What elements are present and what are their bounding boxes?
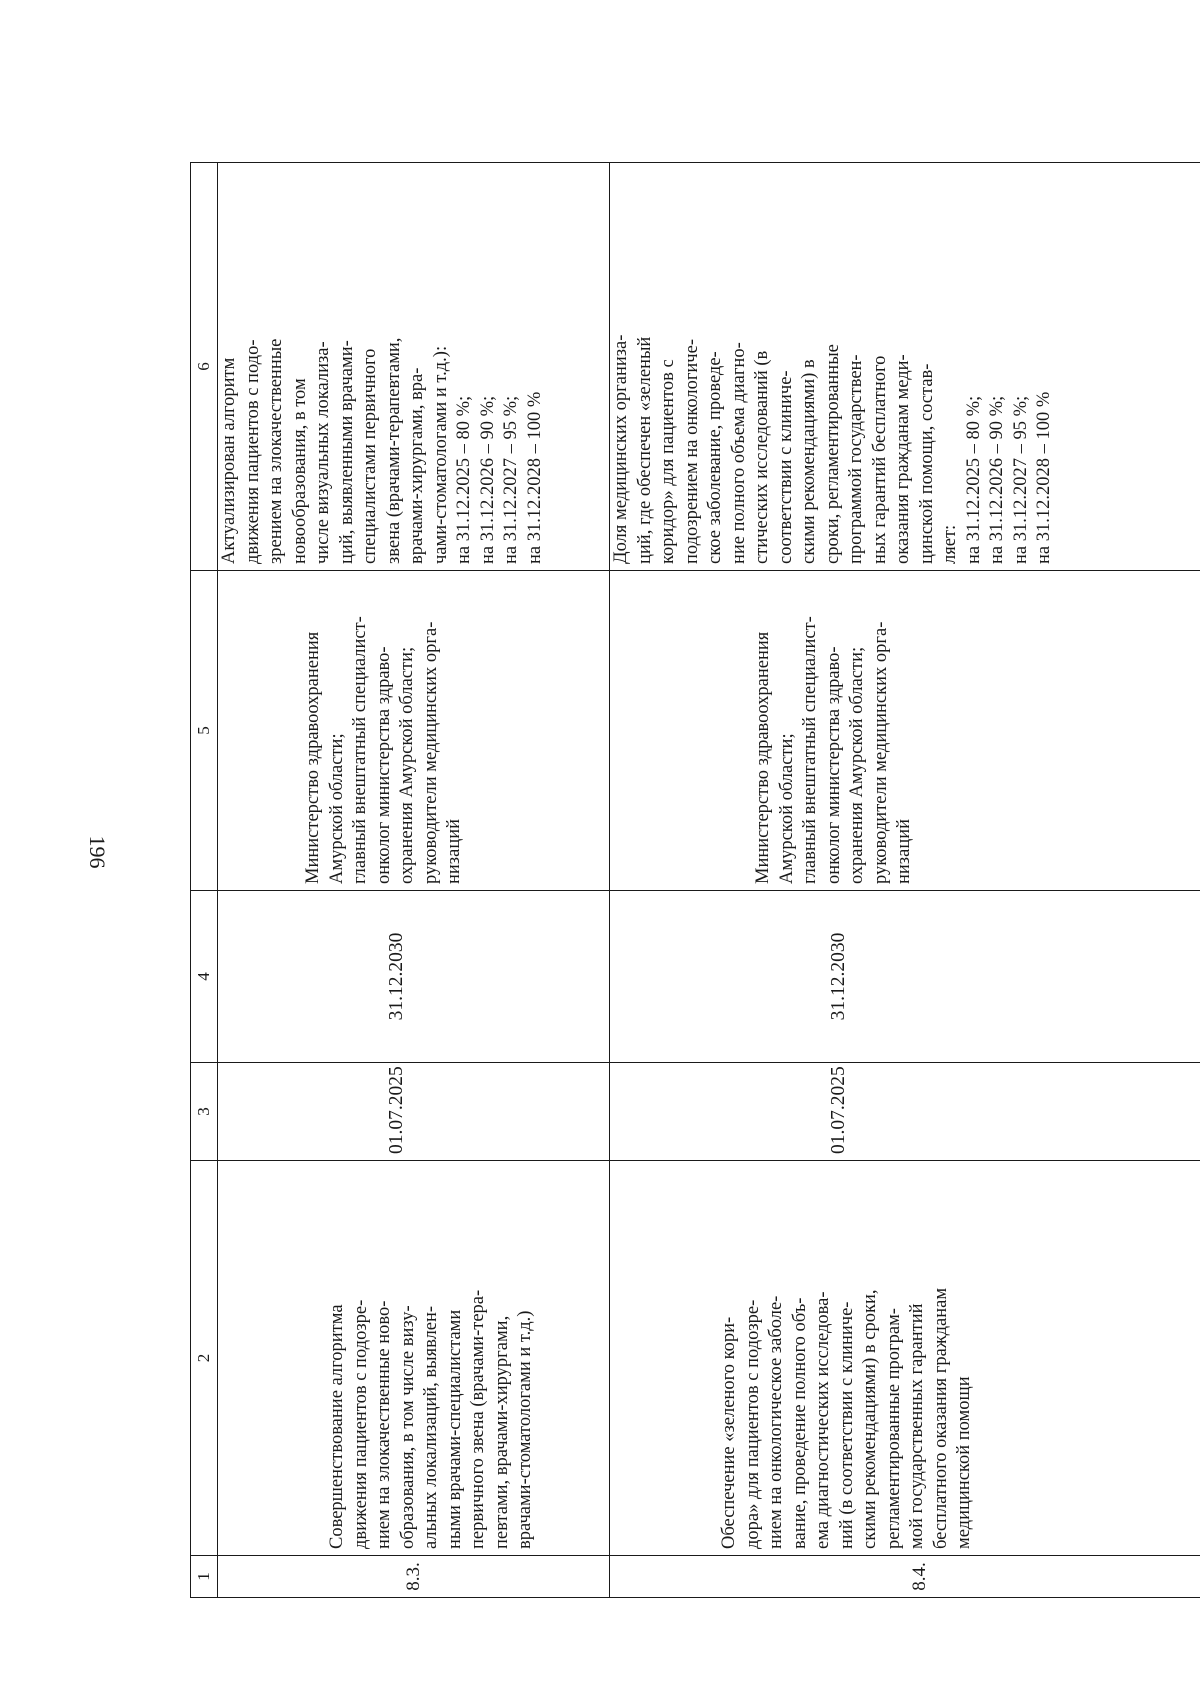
column-header-6: 6 [191,163,218,571]
result-text: Доля медицинских организа- ций, где обеспечен «зеленый коридор» для пациентов с подозрением на онкологиче- ское заболевание, проведе- ние полного объема диагно- стических исследований (в соответствии с клиниче- скими рекомендациями) в сроки, регламентированные программой государствен- ных гарантий бесплатного оказания гражданам меди- цинской помощи, состав- ляет: на 31.12.2025 – 80 %; на 31.12.2026 – 90 %; на 31.12.2027 – 95 %; на 31.12.2028 – 100 % [611,334,1054,564]
table-header-row [191,163,218,1598]
responsible-cell [218,571,610,891]
end-date-cell: 31.12.2030 [610,891,1200,1063]
table-row [218,163,610,1598]
measure-text: Обеспечение «зеленого кори- дора» для пациентов с подозре- нием на онкологическое заболе- вание, проведение полного объ- ема диагностических исследова- ний (в соответствии с клиниче- скими рекомендациями) в сроки, регламентированные програм- мой государственных гарантий бесплатного оказания гражданам медицинской помощи [719,1287,974,1549]
column-header-2: 2 [191,1161,218,1556]
result-cell [610,163,1200,571]
result-cell [218,163,610,571]
responsible-text: Министерство здравоохранения Амурской области; главный внештатный специалист- онколог министерства здраво- охранения Амурской области; руководители медицинских орга- низаций [303,616,464,884]
column-header-4: 4 [191,891,218,1063]
result-text: Актуализирован алгоритм движения пациентов с подо- зрением на злокачественные новообразования, в том числе визуальных локализа- ций, выявленными врачами- специалистами первичного звена (врачами-терапевтами, врачами-хирургами, вра- чами-стоматологами и т.д.): на 31.12.2025 – 80 %; на 31.12.2026 – 90 %; на 31.12.2027 – 95 %; на 31.12.2028 – 100 % [219,337,545,564]
page-number: 196 [85,835,110,869]
responsible-cell [610,571,1200,891]
measure-cell [610,1161,1200,1556]
column-header-5: 5 [191,571,218,891]
start-date-cell: 01.07.2025 [610,1063,1200,1161]
measures-table [190,162,1200,1598]
end-date-cell: 31.12.2030 [218,891,610,1063]
row-number: 8.3. [218,1556,610,1598]
start-date-cell: 01.07.2025 [218,1063,610,1161]
column-header-3: 3 [191,1063,218,1161]
measure-cell [218,1161,610,1556]
table-row [610,163,1200,1598]
column-header-1: 1 [191,1556,218,1598]
row-number: 8.4. [610,1556,1200,1598]
responsible-text: Министерство здравоохранения Амурской области; главный внештатный специалист- онколог министерства здраво- охранения Амурской области; руководители медицинских орга- низаций [753,616,914,884]
measure-text: Совершенствование алгоритма движения пациентов с подозре- нием на злокачественные ново- образования, в том числе визу- альных локализаций, выявлен- ными врачами-специалистами первичного звена (врачами-тера- певтами, врачами-хирургами, врачами-стоматологами и т.д.) [327,1289,535,1549]
rotated-table-wrapper [190,163,1200,1598]
